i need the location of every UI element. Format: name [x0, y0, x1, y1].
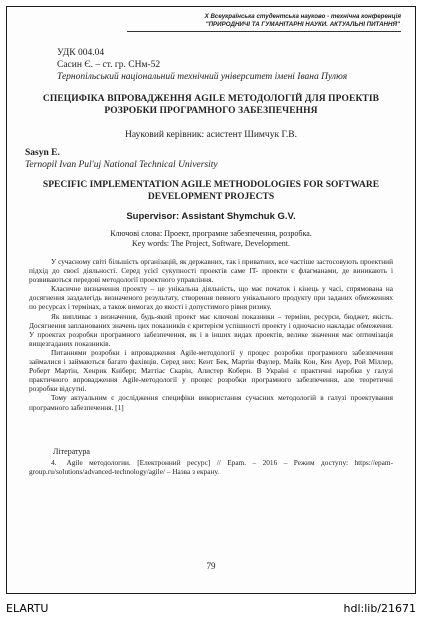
repository-label: ELARTU: [6, 602, 49, 615]
page-number: 79: [206, 561, 216, 571]
author-ua: Сасин Є. – ст. гр. СНм-52: [57, 60, 161, 70]
conference-header-line-1: X Всеукраїнська студентська науково - технічна конференція: [204, 13, 401, 20]
literature-item-number: 4.: [51, 458, 57, 467]
title-ua: СПЕЦИФІКА ВПРОВАДЖЕННЯ AGILE МЕТОДОЛОГІЙ ДЛЯ ПРОЕКТІВ РОЗРОБКИ ПРОГРАМНОГО ЗАБЕЗПЕЧЕННЯ: [42, 94, 380, 116]
paragraph: Питаннями розробки і впровадження Agile-методології у процес розробки програмного забезпечення займалися і займаються багато фахівців. Серед них: Кент Бек, Мартін Фаулер, Майк Кон, Кен Ауер, Рой Міллер, Роберт Мартін, Хенрик Кніберг, Маттіас Скарін, Алистер Коберн. В Україні є практичні наробки у галузі практичного впровадження Agile-методології у процес розробки програмного забезпечення, але теоретичні розробки відсутні.: [29, 347, 393, 394]
udk-code: УДК 004.04: [57, 48, 105, 58]
paragraph: Тому актуальним є дослідження специфіки використання сучасних методологій в галузі проектування програмного забезпечення. [1]: [29, 393, 393, 412]
keywords-en: Key words: The Project, Software, Development.: [131, 239, 291, 248]
document-page: [6, 6, 416, 594]
conference-header: [205, 13, 401, 29]
title-en: SPECIFIC IMPLEMENTATION AGILE METHODOLOGIES FOR SOFTWARE DEVELOPMENT PROJECTS: [42, 180, 380, 202]
literature-item-text: Agile методологии. [Електронний ресурс] // Epam. – 2016 – Режим доступу: https://epam-group.ru/solutions/advanced-technology/agile/ – Назва з екрану.: [29, 458, 393, 477]
header-divider: [127, 31, 401, 32]
supervisor-ua: Науковий керівник: асистент Шимчук Г.В.: [125, 130, 297, 140]
handle-label: hdl:lib/21671: [343, 602, 416, 615]
article-body: [29, 257, 393, 412]
affiliation-en: Ternopil Ivan Pul'uj National Technical University: [25, 160, 218, 170]
author-en: Sasyn E.: [25, 148, 60, 158]
keywords-block: [7, 229, 415, 249]
literature-item: [29, 458, 393, 476]
keywords-ua: Ключові слова: Проект, програмне забезпечення, розробка.: [110, 229, 312, 238]
affiliation-ua: Тернопільський національний технічний університет імені Івана Пулюя: [57, 72, 348, 82]
literature-heading: Література: [53, 447, 90, 456]
paragraph: Як випливає з визначення, будь-який проект має ключові показники – терміни, ресурси, бюджет, якість. Досягнення запланованих значень цих показників є критерієм успішності проекту і одночасно накладає обмеження. У проектах розробки програмного забезпечення, як і в інших видах проектів, велике значення має оптимізація вищезгаданих показників.: [29, 311, 393, 348]
paragraph: Класичне визначення проекту – це унікальна діяльність, що має початок і кінець у часі, спрямована на досягнення заздалегідь визначеного результату, створення певного унікального продукту при заданих обмеженнях по ресурсах і термінах, а також вимогах до якості і допустимого рівня ризику.: [29, 284, 393, 312]
conference-header-line-2: "ПРИРОДНИЧІ ТА ГУМАНІТАРНІ НАУКИ. АКТУАЛЬНІ ПИТАННЯ": [205, 21, 400, 28]
paragraph: У сучасному світі більшість організацій, як державних, так і приватних, все частіше застосовують проектний підхід до своєї діяльності. Серед усієї сукупності проектів саме IT- проекти є флагманами, де виникають і розвиваються передові методології проектного управління.: [29, 257, 393, 285]
supervisor-en: Supervisor: Assistant Shymchuk G.V.: [126, 211, 296, 222]
